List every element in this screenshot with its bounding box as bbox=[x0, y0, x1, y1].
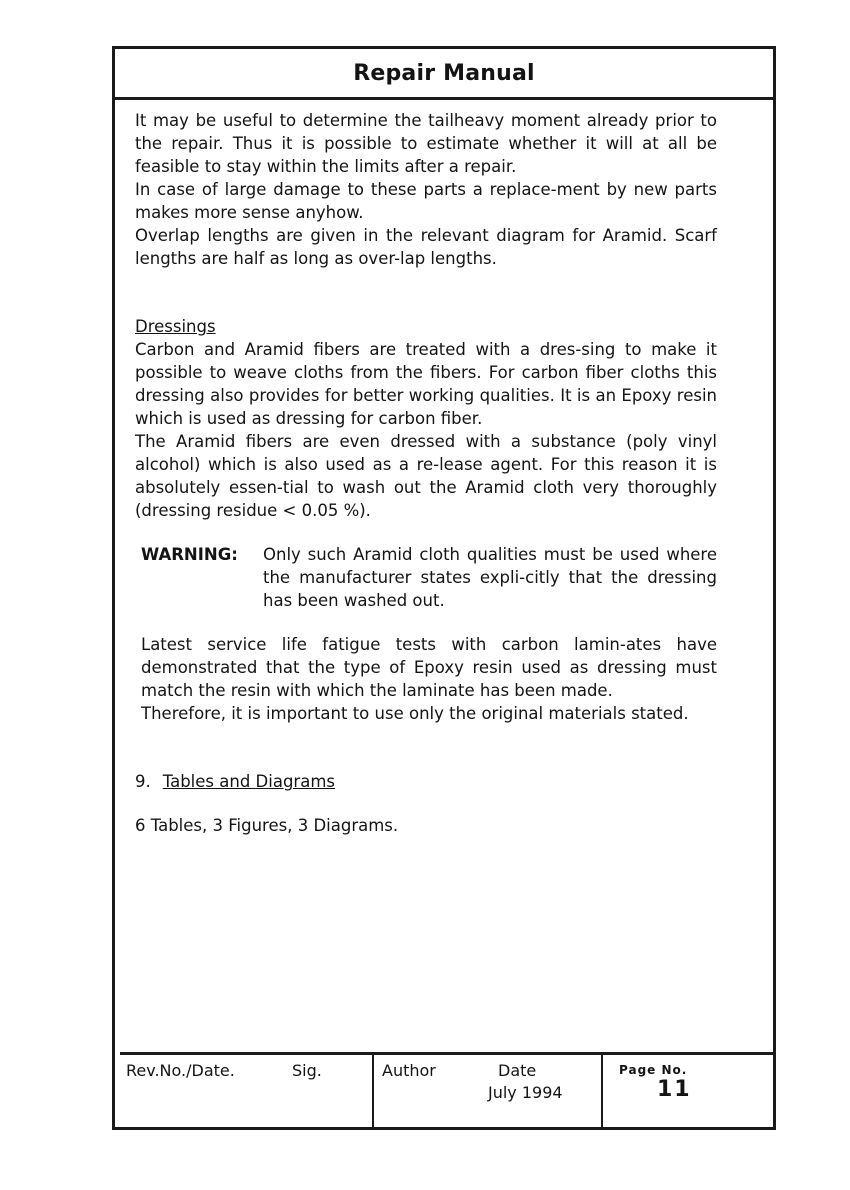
paragraph-replacement: In case of large damage to these parts a replace-ment by new parts makes more sense anyhow. bbox=[135, 180, 717, 222]
paragraph-overlap: Overlap lengths are given in the relevant diagram for Aramid. Scarf lengths are half as long as over-lap lengths. bbox=[135, 226, 717, 268]
page-number-label: Page No. bbox=[619, 1063, 688, 1077]
date-value: July 1994 bbox=[488, 1083, 563, 1102]
warning-block bbox=[141, 543, 717, 612]
paragraph-fatigue-tests: Latest service life fatigue tests with carbon lamin-ates have demonstrated that the type of Epoxy resin used as dressing must match the resin with which the laminate has been made. bbox=[141, 635, 717, 700]
section-title: Tables and Diagrams bbox=[162, 772, 335, 791]
footer-author-cell bbox=[374, 1055, 603, 1127]
dressings-heading: Dressings bbox=[135, 317, 216, 336]
date-label: Date bbox=[498, 1061, 537, 1080]
page-frame bbox=[112, 46, 776, 1130]
section-summary: 6 Tables, 3 Figures, 3 Diagrams. bbox=[135, 816, 399, 835]
section-number: 9. bbox=[135, 772, 151, 791]
section-heading bbox=[135, 770, 717, 793]
warning-label: WARNING: bbox=[141, 545, 238, 564]
content bbox=[135, 109, 717, 837]
warning-text: Only such Aramid cloth qualities must be used where the manufacturer states expli-citly that the dressing has been washed out. bbox=[263, 545, 717, 610]
footer-page-cell bbox=[603, 1055, 773, 1127]
rev-label: Rev.No./Date. bbox=[126, 1061, 235, 1080]
author-label: Author bbox=[382, 1061, 436, 1080]
paragraph-carbon-aramid: Carbon and Aramid fibers are treated with a dres-sing to make it possible to weave cloths from the fibers. For carbon fiber cloths this dressing also provides for better working qualities. It is an Epoxy resin which is used as dressing for carbon fiber. bbox=[135, 340, 717, 428]
page-title: Repair Manual bbox=[353, 60, 535, 86]
footer-rev-cell bbox=[120, 1055, 374, 1127]
sig-label: Sig. bbox=[292, 1061, 322, 1080]
paragraph-tailheavy: It may be useful to determine the tailheavy moment already prior to the repair. Thus it is possible to estimate whether it will at all be feasible to stay within the limits after a repair. bbox=[135, 111, 717, 176]
paragraph-aramid-dressing: The Aramid fibers are even dressed with a substance (poly vinyl alcohol) which is also used as a re-lease agent. For this reason it is absolutely essen-tial to wash out the Aramid cloth very thoroughly (dressing residue < 0.05 %). bbox=[135, 432, 717, 520]
paragraph-original-materials: Therefore, it is important to use only the original materials stated. bbox=[141, 704, 689, 723]
footer bbox=[120, 1052, 773, 1127]
header bbox=[115, 49, 773, 100]
page-number: 11 bbox=[657, 1077, 692, 1102]
